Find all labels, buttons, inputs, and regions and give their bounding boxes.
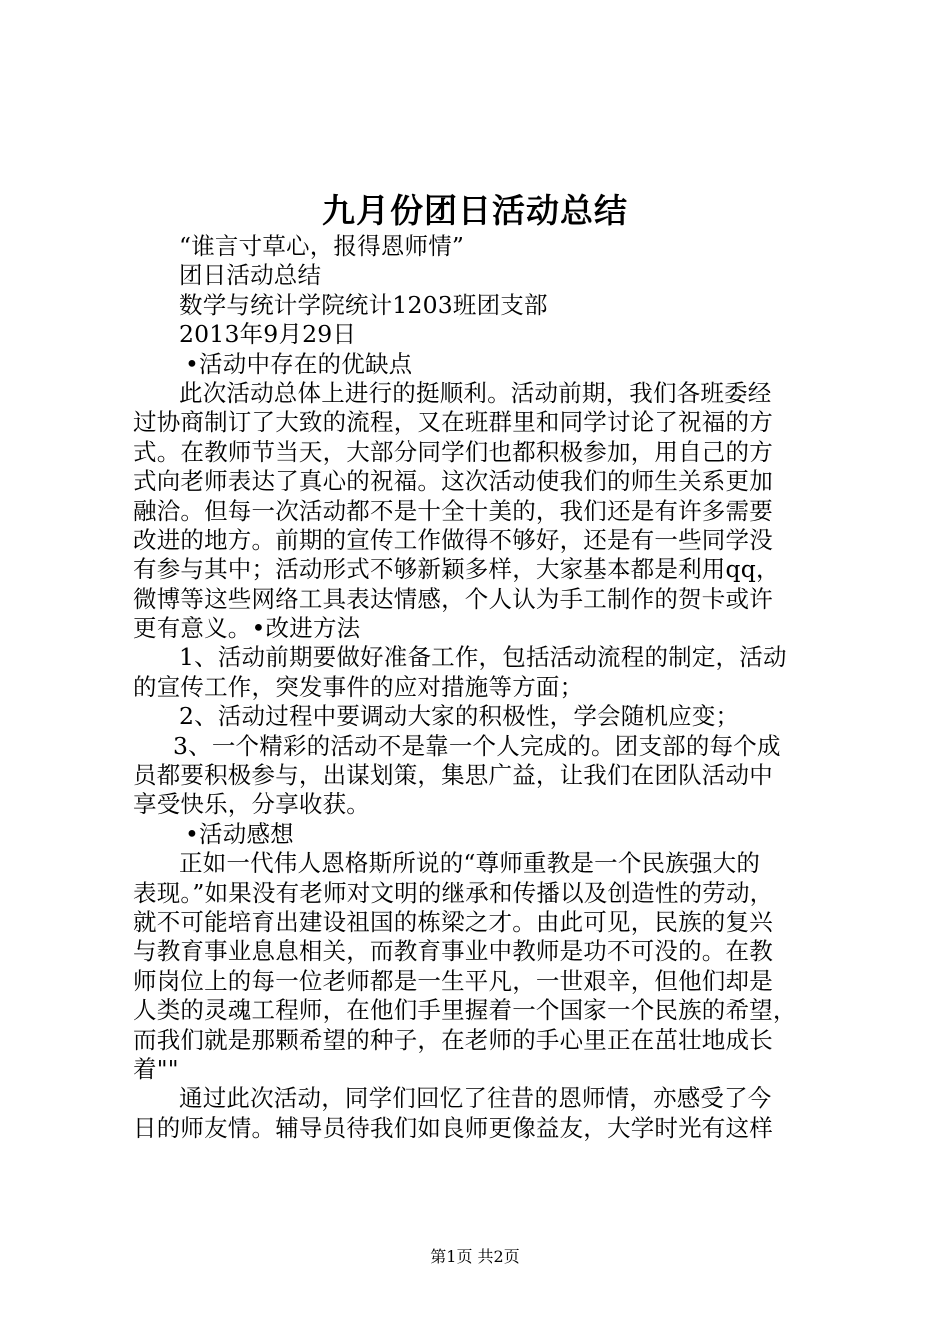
paragraph-line: 正如一代伟人恩格斯所说的“尊师重教是一个民族强大的	[179, 849, 761, 878]
paragraph-line: 微博等这些网络工具表达情感，个人认为手工制作的贺卡或许	[133, 584, 773, 613]
list-item-line: 的宣传工作，突发事件的应对措施等方面；	[133, 672, 584, 701]
paragraph-line: 通过此次活动，同学们回忆了往昔的恩师情，亦感受了今	[179, 1084, 772, 1113]
list-item-line: 享受快乐，分享收获。	[133, 790, 370, 819]
organization-line: 数学与统计学院统计1203班团支部	[179, 290, 548, 319]
paragraph-line: 融洽。但每一次活动都不是十全十美的，我们还是有许多需要	[133, 496, 773, 525]
paragraph-line: 人类的灵魂工程师，在他们手里握着一个国家一个民族的希望，	[133, 996, 797, 1025]
paragraph-line: 更有意义。•改进方法	[133, 614, 361, 643]
paragraph-line: 式。在教师节当天，大部分同学们也都积极参加，用自己的方	[133, 437, 773, 466]
list-item-line: 员都要积极参与，出谋划策，集思广益，让我们在团队活动中	[133, 761, 773, 790]
document-body	[133, 232, 833, 1143]
list-item-line: 1、活动前期要做好准备工作，包括活动流程的制定，活动	[179, 643, 787, 672]
document-title: 九月份团日活动总结	[322, 191, 628, 230]
paragraph-line: 就不可能培育出建设祖国的栋梁之才。由此可见，民族的复兴	[133, 907, 773, 936]
subtitle-line: 团日活动总结	[179, 261, 322, 290]
section-heading: •活动中存在的优缺点	[185, 349, 413, 378]
paragraph-line: 而我们就是那颗希望的种子，在老师的手心里正在茁壮地成长	[133, 1025, 773, 1054]
paragraph-line: 有参与其中；活动形式不够新颖多样，大家基本都是利用qq，	[133, 555, 780, 584]
page-number-footer: 第1页 共2页	[430, 1247, 520, 1266]
paragraph-line: 式向老师表达了真心的祝福。这次活动使我们的师生关系更加	[133, 467, 773, 496]
quote-line: “谁言寸草心，报得恩师情”	[179, 232, 465, 260]
paragraph-line: 日的师友情。辅导员待我们如良师更像益友，大学时光有这样	[133, 1113, 773, 1142]
paragraph-line: 与教育事业息息相关，而教育事业中教师是功不可没的。在教	[133, 937, 773, 966]
list-item-line: 2、活动过程中要调动大家的积极性，学会随机应变；	[179, 702, 740, 731]
paragraph-line: 改进的地方。前期的宣传工作做得不够好，还是有一些同学没	[133, 525, 773, 554]
paragraph-line: 着""	[133, 1054, 179, 1083]
paragraph-line: 过协商制订了大致的流程，又在班群里和同学讨论了祝福的方	[133, 408, 773, 437]
section-heading: •活动感想	[185, 819, 294, 848]
paragraph-line: 表现。”如果没有老师对文明的继承和传播以及创造性的劳动，	[133, 878, 774, 907]
paragraph-line: 此次活动总体上进行的挺顺利。活动前期，我们各班委经	[179, 378, 772, 407]
paragraph-line: 师岗位上的每一位老师都是一生平凡，一世艰辛，但他们却是	[133, 966, 773, 995]
list-item-line: 3、一个精彩的活动不是靠一个人完成的。团支部的每个成	[173, 731, 781, 760]
date-line: 2013年9月29日	[179, 320, 357, 349]
